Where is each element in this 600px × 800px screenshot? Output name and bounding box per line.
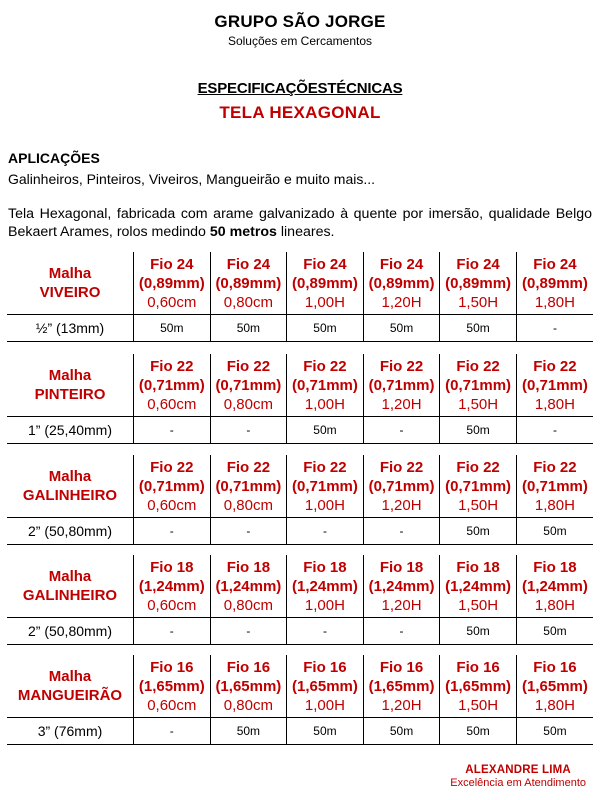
roll-length-value: 50m xyxy=(440,315,517,342)
roll-height: 0,60cm xyxy=(147,496,197,514)
roll-length-value: 50m xyxy=(516,718,593,745)
wire-diameter: (1,65mm) xyxy=(368,677,435,695)
roll-length-value: - xyxy=(134,718,211,745)
wire-gauge: Fio 18 xyxy=(379,558,424,576)
wire-diameter: (0,71mm) xyxy=(368,376,435,394)
mesh-type-label xyxy=(7,555,134,618)
mesh-type-label xyxy=(7,354,134,417)
roll-length-value: - xyxy=(363,618,440,645)
description-tail: lineares. xyxy=(280,224,335,240)
table-row xyxy=(7,618,593,645)
wire-spec-cell xyxy=(363,252,440,315)
wire-spec-cell xyxy=(363,555,440,618)
roll-height: 1,00H xyxy=(304,293,345,311)
roll-height: 1,50H xyxy=(458,696,499,714)
wire-spec-cell xyxy=(134,252,211,315)
spec-table xyxy=(7,252,593,342)
mesh-type-line2: VIVEIRO xyxy=(39,284,101,301)
wire-gauge: Fio 22 xyxy=(303,357,347,375)
wire-diameter: (1,24mm) xyxy=(445,577,512,595)
wire-gauge: Fio 16 xyxy=(150,658,194,676)
wire-gauge: Fio 22 xyxy=(533,458,577,476)
wire-diameter: (1,24mm) xyxy=(368,577,435,595)
wire-diameter: (0,71mm) xyxy=(138,477,205,495)
mesh-type-label xyxy=(7,655,134,718)
wire-diameter: (0,89mm) xyxy=(292,274,358,292)
wire-spec-cell xyxy=(210,555,287,618)
roll-height: 0,80cm xyxy=(223,395,273,413)
roll-length-value: 50m xyxy=(516,518,593,545)
roll-length-value: - xyxy=(210,518,287,545)
roll-length-value: 50m xyxy=(287,315,364,342)
wire-diameter: (0,89mm) xyxy=(368,274,435,292)
wire-spec-cell xyxy=(363,354,440,417)
mesh-type-line2: MANGUEIRÃO xyxy=(17,687,123,704)
mesh-type-line2: GALINHEIRO xyxy=(22,487,118,504)
roll-length-value: - xyxy=(363,417,440,444)
table-row xyxy=(7,417,593,444)
wire-gauge: Fio 22 xyxy=(379,357,424,375)
roll-length-value: - xyxy=(210,417,287,444)
wire-spec-cell xyxy=(210,655,287,718)
wire-spec-cell xyxy=(287,655,364,718)
roll-height: 0,60cm xyxy=(147,293,197,311)
wire-diameter: (0,71mm) xyxy=(522,477,588,495)
roll-height: 1,20H xyxy=(381,496,422,514)
wire-diameter: (0,71mm) xyxy=(215,477,282,495)
roll-height: 1,50H xyxy=(458,496,499,514)
wire-diameter: (1,24mm) xyxy=(215,577,282,595)
spec-table xyxy=(7,455,593,545)
wire-gauge: Fio 22 xyxy=(150,357,194,375)
wire-diameter: (0,71mm) xyxy=(445,477,512,495)
mesh-type-line1: Malha xyxy=(48,265,92,282)
footer-name: ALEXANDRE LIMA xyxy=(465,764,571,776)
wire-gauge: Fio 24 xyxy=(150,255,194,273)
roll-height: 0,80cm xyxy=(223,293,273,311)
wire-diameter: (1,24mm) xyxy=(522,577,588,595)
wire-diameter: (0,89mm) xyxy=(522,274,588,292)
wire-spec-cell xyxy=(287,455,364,518)
roll-height: 1,00H xyxy=(304,596,345,614)
wire-gauge: Fio 24 xyxy=(303,255,347,273)
roll-length-value: 50m xyxy=(440,618,517,645)
mesh-type-label xyxy=(7,252,134,315)
roll-length-value: - xyxy=(516,417,593,444)
description-bold: 50 metros xyxy=(209,224,277,240)
roll-height: 1,50H xyxy=(458,596,499,614)
wire-diameter: (0,71mm) xyxy=(138,376,205,394)
roll-height: 0,80cm xyxy=(223,596,273,614)
applications-title: APLICAÇÕES xyxy=(8,150,100,166)
wire-gauge: Fio 18 xyxy=(226,558,271,576)
wire-diameter: (0,71mm) xyxy=(215,376,282,394)
roll-length-value: - xyxy=(134,417,211,444)
wire-diameter: (1,24mm) xyxy=(292,577,358,595)
wire-diameter: (1,65mm) xyxy=(138,677,205,695)
roll-length-value: 50m xyxy=(440,417,517,444)
product-description xyxy=(8,205,592,241)
table-row xyxy=(7,315,593,342)
roll-height: 1,50H xyxy=(458,293,499,311)
roll-height: 1,80H xyxy=(534,496,575,514)
roll-height: 1,80H xyxy=(534,395,575,413)
wire-spec-cell xyxy=(440,354,517,417)
wire-gauge: Fio 22 xyxy=(226,458,271,476)
spec-subtitle: TELA HEXAGONAL xyxy=(219,103,381,122)
roll-length-value: 50m xyxy=(363,718,440,745)
header xyxy=(0,12,600,48)
wire-gauge: Fio 16 xyxy=(533,658,577,676)
wire-diameter: (0,89mm) xyxy=(445,274,512,292)
wire-spec-cell xyxy=(210,252,287,315)
mesh-type-label xyxy=(7,455,134,518)
wire-gauge: Fio 22 xyxy=(533,357,577,375)
roll-height: 1,80H xyxy=(534,293,575,311)
spec-title: ESPECIFICAÇÕESTÉCNICAS xyxy=(197,80,403,97)
wire-diameter: (0,71mm) xyxy=(445,376,512,394)
wire-gauge: Fio 16 xyxy=(456,658,500,676)
footer xyxy=(450,764,586,789)
roll-height: 1,50H xyxy=(458,395,499,413)
mesh-size: ½” (13mm) xyxy=(7,315,134,342)
mesh-type-line2: PINTEIRO xyxy=(34,386,106,403)
wire-spec-cell xyxy=(516,555,593,618)
spec-table xyxy=(7,354,593,444)
roll-length-value: 50m xyxy=(516,618,593,645)
roll-height: 0,60cm xyxy=(147,696,197,714)
wire-spec-cell xyxy=(287,252,364,315)
wire-diameter: (0,71mm) xyxy=(292,477,358,495)
roll-length-value: - xyxy=(134,518,211,545)
wire-spec-cell xyxy=(440,252,517,315)
mesh-type-line1: Malha xyxy=(48,468,92,485)
mesh-size: 2” (50,80mm) xyxy=(7,518,134,545)
roll-length-value: 50m xyxy=(134,315,211,342)
wire-spec-cell xyxy=(134,555,211,618)
wire-spec-cell xyxy=(210,354,287,417)
wire-spec-cell xyxy=(440,655,517,718)
roll-height: 1,20H xyxy=(381,696,422,714)
wire-gauge: Fio 18 xyxy=(456,558,500,576)
roll-length-value: - xyxy=(287,618,364,645)
wire-spec-cell xyxy=(440,555,517,618)
company-tagline: Soluções em Cercamentos xyxy=(227,34,373,48)
roll-length-value: 50m xyxy=(440,518,517,545)
roll-length-value: 50m xyxy=(287,718,364,745)
wire-gauge: Fio 16 xyxy=(379,658,424,676)
roll-length-value: 50m xyxy=(210,718,287,745)
wire-gauge: Fio 22 xyxy=(456,458,500,476)
mesh-size: 3” (76mm) xyxy=(7,718,134,745)
wire-spec-cell xyxy=(516,354,593,417)
wire-diameter: (0,71mm) xyxy=(292,376,358,394)
wire-spec-cell xyxy=(516,455,593,518)
wire-gauge: Fio 22 xyxy=(456,357,500,375)
roll-height: 1,00H xyxy=(304,395,345,413)
wire-gauge: Fio 16 xyxy=(226,658,271,676)
wire-diameter: (0,71mm) xyxy=(368,477,435,495)
mesh-type-line1: Malha xyxy=(48,668,92,685)
wire-diameter: (1,65mm) xyxy=(522,677,588,695)
roll-length-value: - xyxy=(363,518,440,545)
wire-gauge: Fio 22 xyxy=(303,458,347,476)
wire-gauge: Fio 22 xyxy=(379,458,424,476)
spec-table xyxy=(7,555,593,645)
roll-length-value: 50m xyxy=(210,315,287,342)
wire-diameter: (0,89mm) xyxy=(138,274,205,292)
wire-spec-cell xyxy=(134,655,211,718)
roll-height: 1,80H xyxy=(534,696,575,714)
wire-spec-cell xyxy=(363,455,440,518)
roll-height: 0,60cm xyxy=(147,596,197,614)
wire-diameter: (1,65mm) xyxy=(445,677,512,695)
roll-length-value: - xyxy=(287,518,364,545)
wire-gauge: Fio 18 xyxy=(533,558,577,576)
table-row xyxy=(7,518,593,545)
mesh-type-line1: Malha xyxy=(48,367,92,384)
wire-gauge: Fio 22 xyxy=(226,357,271,375)
roll-height: 1,20H xyxy=(381,395,422,413)
roll-length-value: - xyxy=(516,315,593,342)
roll-height: 1,00H xyxy=(304,696,345,714)
wire-gauge: Fio 18 xyxy=(303,558,347,576)
wire-diameter: (1,65mm) xyxy=(215,677,282,695)
mesh-size: 2” (50,80mm) xyxy=(7,618,134,645)
wire-spec-cell xyxy=(287,555,364,618)
wire-spec-cell xyxy=(210,455,287,518)
mesh-type-line1: Malha xyxy=(48,568,92,585)
roll-height: 0,80cm xyxy=(223,496,273,514)
wire-diameter: (0,89mm) xyxy=(215,274,282,292)
applications-text: Galinheiros, Pinteiros, Viveiros, Mangueirão e muito mais... xyxy=(8,171,376,187)
footer-tagline: Excelência em Atendimento xyxy=(450,777,586,789)
wire-spec-cell xyxy=(516,655,593,718)
wire-diameter: (1,24mm) xyxy=(138,577,205,595)
wire-spec-cell xyxy=(287,354,364,417)
roll-height: 1,20H xyxy=(381,293,422,311)
roll-length-value: - xyxy=(210,618,287,645)
mesh-type-line2: GALINHEIRO xyxy=(22,587,118,604)
roll-length-value: 50m xyxy=(287,417,364,444)
roll-height: 1,00H xyxy=(304,496,345,514)
wire-gauge: Fio 24 xyxy=(533,255,577,273)
wire-gauge: Fio 22 xyxy=(150,458,194,476)
wire-gauge: Fio 24 xyxy=(226,255,271,273)
description-text: Tela Hexagonal, fabricada com arame galvanizado à quente por imersão, qualidade Belgo Bekaert Arames, rolos medindo xyxy=(8,206,592,240)
roll-length-value: 50m xyxy=(440,718,517,745)
spec-table xyxy=(7,655,593,745)
roll-length-value: - xyxy=(134,618,211,645)
roll-height: 0,80cm xyxy=(223,696,273,714)
wire-gauge: Fio 16 xyxy=(303,658,347,676)
wire-diameter: (0,71mm) xyxy=(522,376,588,394)
roll-length-value: 50m xyxy=(363,315,440,342)
wire-spec-cell xyxy=(134,455,211,518)
company-name: GRUPO SÃO JORGE xyxy=(214,12,386,31)
wire-spec-cell xyxy=(516,252,593,315)
wire-spec-cell xyxy=(440,455,517,518)
wire-diameter: (1,65mm) xyxy=(292,677,358,695)
wire-gauge: Fio 18 xyxy=(150,558,194,576)
wire-gauge: Fio 24 xyxy=(456,255,500,273)
wire-spec-cell xyxy=(363,655,440,718)
roll-height: 0,60cm xyxy=(147,395,197,413)
roll-height: 1,80H xyxy=(534,596,575,614)
roll-height: 1,20H xyxy=(381,596,422,614)
table-row xyxy=(7,718,593,745)
mesh-size: 1” (25,40mm) xyxy=(7,417,134,444)
wire-spec-cell xyxy=(134,354,211,417)
wire-gauge: Fio 24 xyxy=(379,255,424,273)
